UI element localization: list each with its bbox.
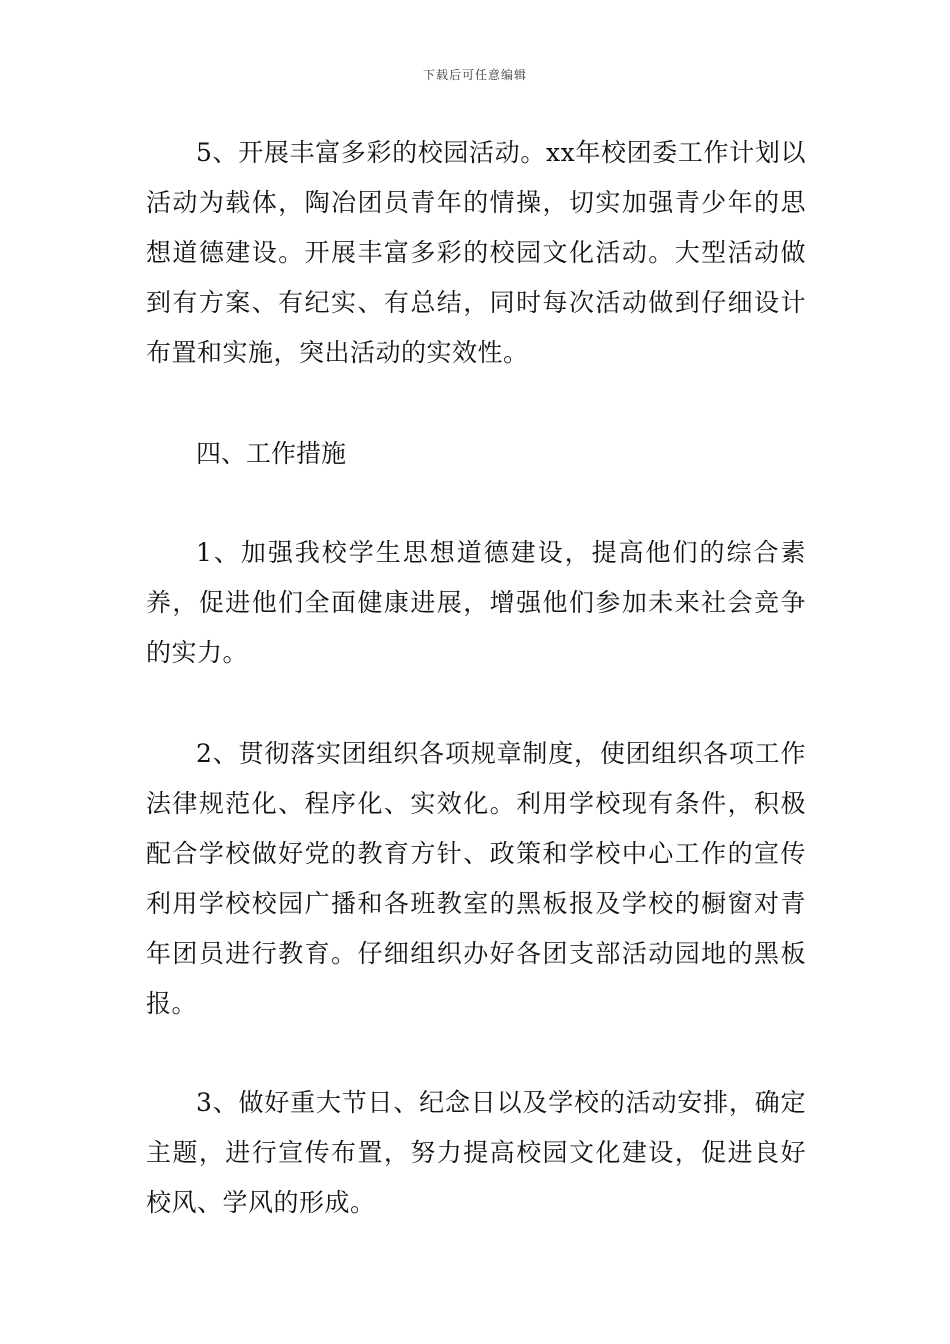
measure-1: 1、加强我校学生思想道德建设，提高他们的综合素养，促进他们全面健康进展，增强他们参加未来社会竞争的实力。 bbox=[146, 538, 806, 667]
paragraph-activities: 5、开展丰富多彩的校园活动。xx年校团委工作计划以活动为载体，陶冶团员青年的情操，切实加强青少年的思想道德建设。开展丰富多彩的校园文化活动。大型活动做到有方案、有纪实、有总结，同时每次活动做到仔细设计布置和实施，突出活动的实效性。 bbox=[146, 138, 806, 367]
section-heading: 四、工作措施 bbox=[196, 439, 347, 468]
measure-3: 3、做好重大节日、纪念日以及学校的活动安排，确定主题，进行宣传布置，努力提高校园文化建设，促进良好校风、学风的形成。 bbox=[146, 1088, 806, 1217]
measure-2: 2、贯彻落实团组织各项规章制度，使团组织各项工作法律规范化、程序化、实效化。利用学校现有条件，积极配合学校做好党的教育方针、政策和学校中心工作的宣传利用学校校园广播和各班教室的黑板报及学校的橱窗对青年团员进行教育。仔细组织办好各团支部活动园地的黑板报。 bbox=[146, 739, 806, 1018]
document-body bbox=[146, 128, 806, 1228]
header-note: 下载后可任意编辑 bbox=[422, 68, 527, 82]
